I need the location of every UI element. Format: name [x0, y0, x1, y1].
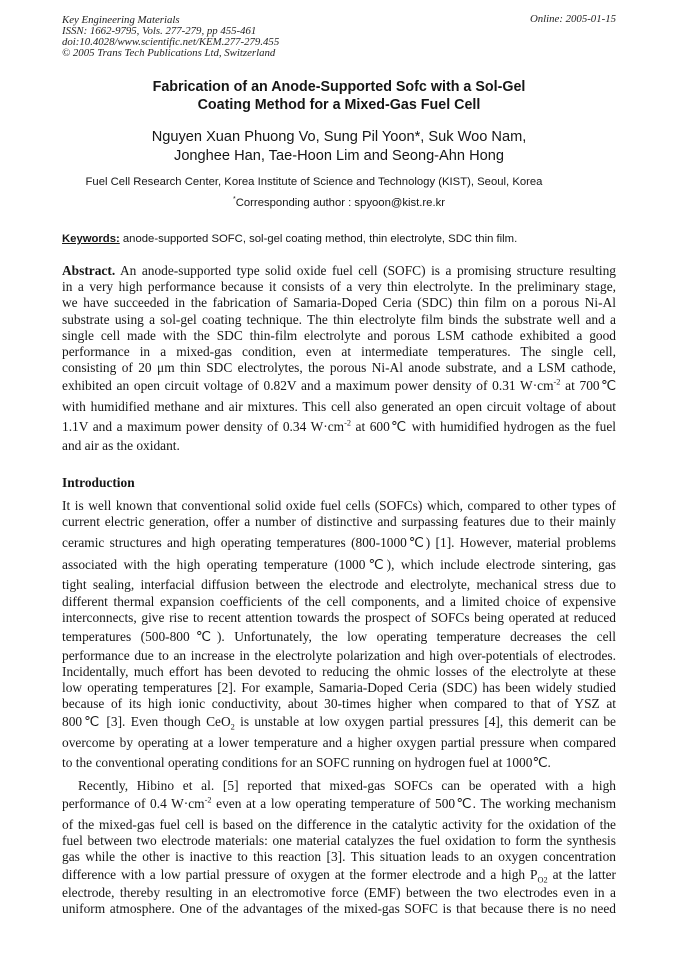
intro-line: Recently, Hibino et al. [5] reported that mixed-gas SOFCs can be operated with a high	[78, 778, 616, 793]
intro-line: current electric generation, offer a number of distinctive and surpassing features due to their mainly	[62, 514, 616, 529]
abstract-line: single cell made with the SDC thin-film electrolyte and porous LSM cathode exhibited a good	[62, 328, 616, 343]
abstract-line: with humidified methane and air mixtures. This cell also generated an open circuit voltage of about	[62, 399, 616, 414]
online-date: Online: 2005-01-15	[529, 13, 616, 25]
section-heading: Introduction	[62, 475, 135, 490]
superscript: -2	[204, 795, 212, 805]
intro-line: Incidentally, much effort has been devoted to reducing the ohmic losses of the electrolyte at these	[62, 664, 616, 679]
intro-text: performance of 0.4 W·cm	[62, 796, 205, 811]
abstract-line: in a very high performance because it consists of a very thin electrolyte. In the preliminary stage,	[62, 279, 616, 294]
author-list-line: Nguyen Xuan Phuong Vo, Sung Pil Yoon*, Suk Woo Nam,	[151, 129, 527, 145]
abstract-label: Abstract.	[62, 263, 116, 278]
superscript: -2	[553, 377, 561, 387]
abstract-text: at 600℃ with humidified hydrogen as the fuel	[350, 419, 616, 434]
subscript: O2	[537, 875, 548, 885]
journal-name: Key Engineering Materials	[62, 14, 180, 26]
abstract-text: 1.1V and a maximum power density of 0.34 W·cm	[62, 419, 345, 434]
superscript: -2	[344, 418, 351, 428]
paper-title-line: Fabrication of an Anode-Supported Sofc with a Sol-Gel	[152, 79, 526, 95]
intro-line: overcome by operating at a lower temperature and a higher oxygen partial pressure when compared	[62, 735, 616, 750]
intro-line: fuel between two electrode materials: one material catalyzes the fuel oxidation to form the synthesis	[62, 833, 616, 848]
author-list-line: Jonghee Han, Tae-Hoon Lim and Seong-Ahn Hong	[174, 148, 504, 164]
intro-line: tight sealing, interfacial diffusion between the electrode and electrolyte, mechanical stress due to	[62, 577, 616, 592]
keywords-text: anode-supported SOFC, sol-gel coating method, thin electrolyte, SDC thin film.	[119, 233, 518, 245]
intro-line: low operating temperatures [2]. For example, Samaria-Doped Ceria (SDC) has been widely studied	[62, 680, 616, 695]
abstract-line: substrate using a sol-gel coating technique. The thin electrolyte film binds the substrate well and a	[62, 312, 616, 327]
abstract-text: at 700℃	[560, 378, 616, 393]
abstract-line: and air as the oxidant.	[62, 438, 180, 453]
intro-text: is unstable at low oxygen partial pressures [4], this demerit can be	[234, 714, 617, 729]
paper-title-line: Coating Method for a Mixed-Gas Fuel Cell	[197, 97, 481, 113]
intro-line	[62, 796, 616, 812]
abstract-line	[62, 263, 616, 279]
corresponding-text: Corresponding author : spyoon@kist.re.kr	[235, 197, 445, 209]
intro-line: It is well known that conventional solid oxide fuel cells (SOFCs) which, compared to other types of	[62, 498, 616, 513]
corresponding-author	[0, 196, 678, 210]
intro-line: uniform atmosphere. One of the advantages of the mixed-gas SOFC is that because there is no need	[62, 901, 616, 916]
subscript: 2	[230, 722, 235, 732]
intro-text: at the latter	[547, 867, 617, 882]
affiliation: Fuel Cell Research Center, Korea Institute of Science and Technology (KIST), Seoul, Korea	[85, 176, 543, 188]
abstract-line: performance in a mixed-gas condition, even at intermediate temperatures. The single cell,	[62, 344, 616, 359]
intro-text: difference with a low partial pressure of oxygen at the former electrode and a high P	[62, 867, 538, 882]
intro-line: ceramic structures and high operating temperatures (800-1000℃) [1]. However, material problems	[62, 535, 616, 550]
intro-line: associated with the high operating temperature (1000℃), which include electrode sintering, gas	[62, 557, 616, 572]
intro-line: electrode, thereby resulting in an electromotive force (EMF) between the two electrodes even in a	[62, 885, 616, 900]
corresponding-mark: *	[233, 196, 236, 204]
abstract-line: we have succeeded in the fabrication of Samaria-Doped Ceria (SDC) thin film on a porous Ni-Al	[62, 295, 616, 310]
intro-line: gas while the other is inactive to this reaction [3]. This situation leads to an oxygen concentration	[62, 849, 616, 864]
abstract-line	[62, 378, 616, 394]
intro-line	[62, 714, 616, 730]
issn-line: ISSN: 1662-9795, Vols. 277-279, pp 455-461	[62, 25, 257, 37]
intro-text: even at a low operating temperature of 500℃. The working mechanism	[211, 796, 616, 811]
intro-line: to the conventional operating conditions for an SOFC running on hydrogen fuel at 1000℃.	[62, 755, 551, 770]
abstract-text: exhibited an open circuit voltage of 0.82V and a maximum power density of 0.31 W·cm	[62, 378, 554, 393]
doi-line: doi:10.4028/www.scientific.net/KEM.277-279.455	[62, 36, 280, 48]
copyright-line: © 2005 Trans Tech Publications Ltd, Switzerland	[62, 47, 276, 59]
intro-line: temperatures (500-800℃). Unfortunately, the low operating temperature decreases the cell	[62, 629, 616, 644]
keywords	[62, 231, 616, 247]
intro-line: interconnects, give rise to recent attention towards the prospect of SOFCs being operated at reduced	[62, 610, 616, 625]
abstract-text: An anode-supported type solid oxide fuel cell (SOFC) is a promising structure resulting	[115, 263, 616, 278]
intro-text: 800℃ [3]. Even though CeO	[62, 714, 231, 729]
intro-line: performance due to an increase in the electrolyte polarization and high over-potentials of electrodes.	[62, 648, 616, 663]
keywords-label: Keywords:	[62, 233, 120, 245]
abstract-line	[62, 419, 616, 435]
intro-line: because of its high ionic conductivity, about 30-times higher when compared to that of YSZ at	[62, 696, 616, 711]
abstract-line: consisting of 20 μm thin SDC electrolytes, the porous Ni-Al anode substrate, and a LSM cathode,	[62, 360, 616, 375]
intro-line: different thermal expansion coefficients of the cell components, and a limited choice of expensive	[62, 594, 616, 609]
intro-line: of the mixed-gas fuel cell is based on the difference in the catalytic activity for the oxidation of the	[62, 817, 616, 832]
intro-line	[62, 867, 616, 883]
